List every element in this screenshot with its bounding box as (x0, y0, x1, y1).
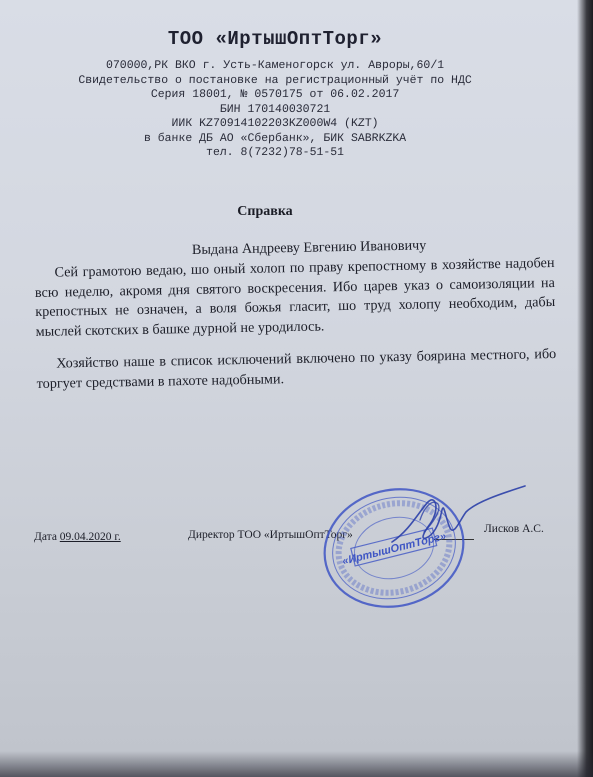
handwritten-signature (380, 480, 530, 560)
issued-to-line: Выдана Андрееву Евгению Ивановичу (191, 237, 427, 258)
company-name: ТОО «ИртышОптТорг» (167, 28, 383, 50)
body-paragraph-1: Сей грамотою ведаю, шо оный холоп по праву крепостному в хозяйстве надобен всю неделю, акромя дня святого воскресения. Ибо царев указ о самоизоляции на крепостных не означен, а воля божья гласит, шо труд холопу необходим, дабы мыслей скотских в башке дурной не уродилось. (34, 254, 556, 341)
letterhead-address: 070000,РК ВКО г. Усть-Каменогорск ул. Авроры,60/1 (105, 59, 445, 72)
photo-edge-shadow (577, 0, 593, 777)
director-title: Директор ТОО «ИртышОптТорг» (188, 529, 353, 541)
document-title: Справка (237, 204, 293, 219)
letterhead-series: Серия 18001, № 0570175 от 06.02.2017 (150, 88, 400, 101)
letterhead-iik: ИИК KZ70914102203KZ000W4 (KZT) (171, 117, 379, 130)
stamp-center-text: «ИртышОптТорг» (341, 530, 448, 568)
signer-name: Лисков А.С. (484, 523, 544, 535)
date-label: Дата (34, 531, 57, 543)
letterhead-vat-certificate: Свидетельство о постановке на регистрационный учёт по НДС (78, 73, 472, 87)
letterhead-bin: БИН 170140030721 (219, 102, 331, 116)
date-value: 09.04.2020 г. (59, 531, 121, 543)
photo-bottom-shadow (0, 751, 593, 777)
date-field (34, 531, 121, 543)
letterhead-phone: тел. 8(7232)78-51-51 (205, 146, 345, 159)
document-body (34, 234, 557, 395)
letterhead-bank: в банке ДБ АО «Сбербанк», БИК SABRKZKA (143, 131, 407, 145)
letterhead (40, 28, 510, 161)
body-paragraph-2: Хозяйство наше в список исключений включено по указу боярина местного, ибо торгует средствами в пахоте надобными. (36, 345, 557, 392)
